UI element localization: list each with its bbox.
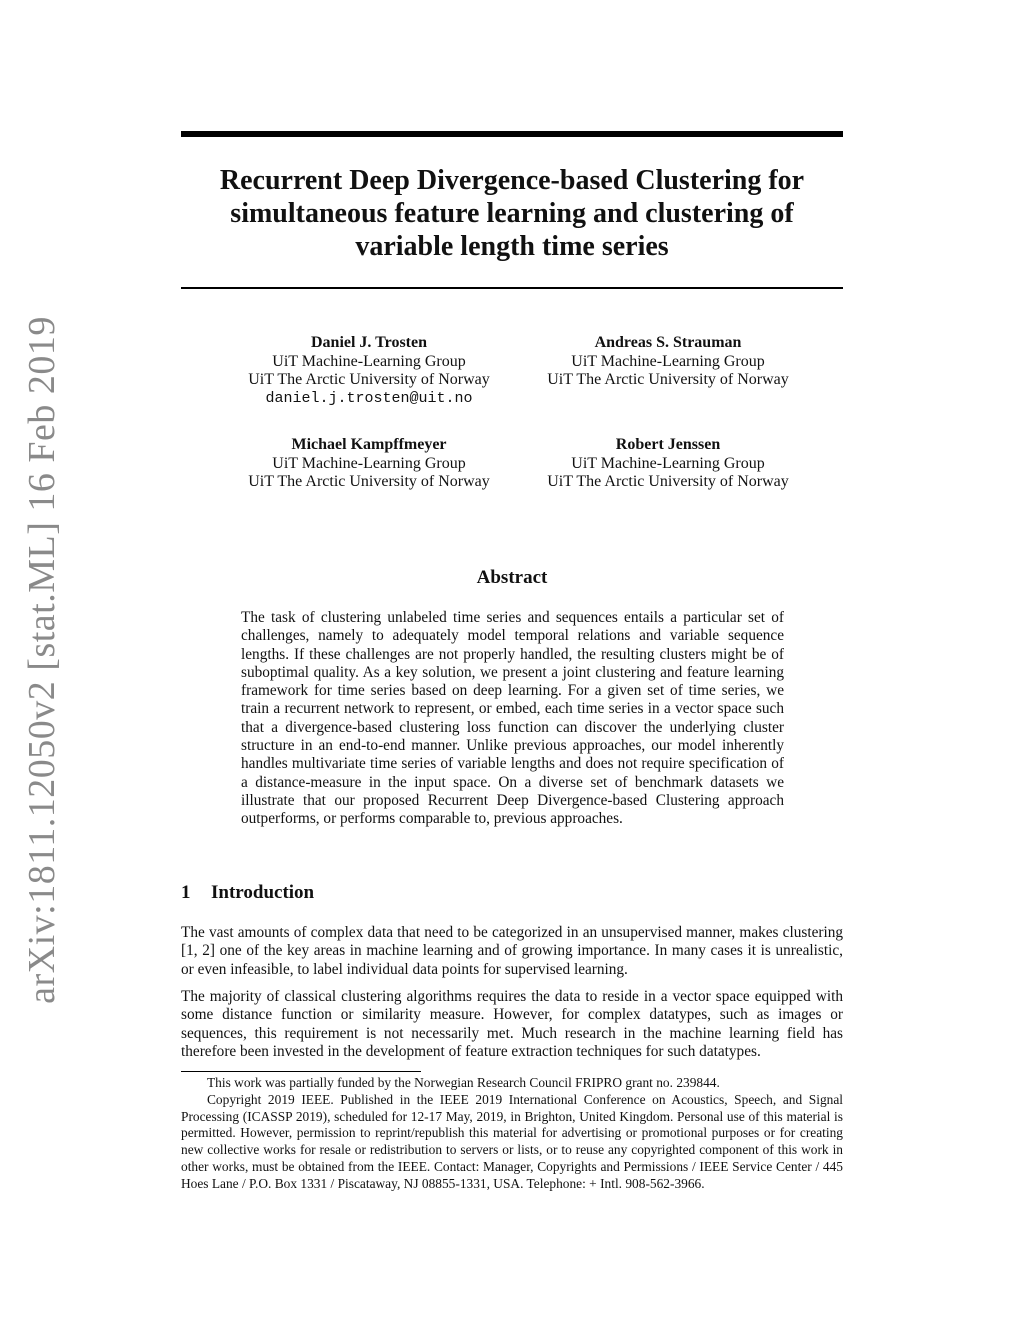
title-line-2: simultaneous feature learning and clustering of <box>230 198 794 229</box>
author-university: UiT The Arctic University of Norway <box>248 371 490 388</box>
section-number: 1 <box>181 882 191 903</box>
abstract-body: The task of clustering unlabeled time series and sequences entails a particular set of challenges, namely to adequately model temporal relations and variable sequence lengths. If these challenges are not properly handled, the resulting clusters might be of suboptimal quality. As a key solution, we present a joint clustering and feature learning framework for time series based on deep learning. For a given set of time series, we train a recurrent network to represent, or embed, each time series in a vector space such that a divergence-based clustering loss function can discover the underlying cluster structure in an end-to-end manner. Unlike previous approaches, our model inherently handles multivariate time series of variable lengths and does not require specification of a distance-measure in the input space. On a diverse set of benchmark datasets we illustrate that our proposed Recurrent Deep Divergence-based Clustering approach outperforms, or performs comparable to, previous approaches. <box>241 609 784 828</box>
author-name: Daniel J. Trosten <box>310 334 427 351</box>
section-heading-introduction <box>181 882 314 904</box>
author-university: UiT The Arctic University of Norway <box>547 371 789 388</box>
author-group: UiT Machine-Learning Group <box>272 454 466 472</box>
footnote-copyright: Copyright 2019 IEEE. Published in the IEEE 2019 International Conference on Acoustics, Speech, and Signal Processing (ICASSP 2019), scheduled for 12-17 May, 2019, in Brighton, United Kingdom. Personal use of this material is permitted. However, permission to reprint/republish this material for advertising or promotional purposes or for creating new collective works for resale or redistribution to servers or lists, or to reuse any copyrighted component of this work in other works, must be obtained from the IEEE. Contact: Manager, Copyrights and Permissions / IEEE Service Center / 445 Hoes Lane / P.O. Box 1331 / Piscataway, NJ 08855-1331, USA. Telephone: + Intl. 908-562-3966. <box>181 1092 843 1191</box>
author-email[interactable]: daniel.j.trosten@uit.no <box>265 389 473 407</box>
footnote-funding: This work was partially funded by the Norwegian Research Council FRIPRO grant no. 239844. <box>207 1075 720 1090</box>
paper-title <box>181 164 843 263</box>
title-line-1: Recurrent Deep Divergence-based Clustering for <box>219 165 805 196</box>
title-bottom-rule <box>181 287 843 289</box>
author-university: UiT The Arctic University of Norway <box>547 473 789 490</box>
intro-paragraph-2: The majority of classical clustering algorithms requires the data to reside in a vector space equipped with some distance function or similarity measure. However, for complex datatypes, such as images or sequences, this requirement is not necessarily met. Much research in the machine learning field has therefore been invested in the development of feature extraction techniques for such datatypes. <box>181 988 843 1060</box>
footnote-divider <box>181 1071 421 1072</box>
author-block-4 <box>508 436 828 492</box>
author-university: UiT The Arctic University of Norway <box>248 473 490 490</box>
author-group: UiT Machine-Learning Group <box>571 454 765 472</box>
author-block-1 <box>209 334 529 408</box>
author-block-3 <box>209 436 529 492</box>
author-block-2 <box>508 334 828 390</box>
author-group: UiT Machine-Learning Group <box>272 352 466 370</box>
author-name: Robert Jenssen <box>615 436 721 453</box>
abstract-heading: Abstract <box>476 567 548 588</box>
author-group: UiT Machine-Learning Group <box>571 352 765 370</box>
title-top-rule <box>181 131 843 137</box>
author-name: Andreas S. Strauman <box>594 334 742 351</box>
arxiv-identifier-stamp: arXiv:1811.12050v2 [stat.ML] 16 Feb 2019 <box>21 316 63 1004</box>
title-line-3: variable length time series <box>355 231 669 262</box>
intro-paragraph-1: The vast amounts of complex data that need to be categorized in an unsupervised manner, makes clustering [1, 2] one of the key areas in machine learning and of growing importance. In many cases it is unrealistic, or even infeasible, to label individual data points for supervised learning. <box>181 924 843 978</box>
section-title: Introduction <box>211 882 315 903</box>
author-name: Michael Kampffmeyer <box>291 436 447 453</box>
